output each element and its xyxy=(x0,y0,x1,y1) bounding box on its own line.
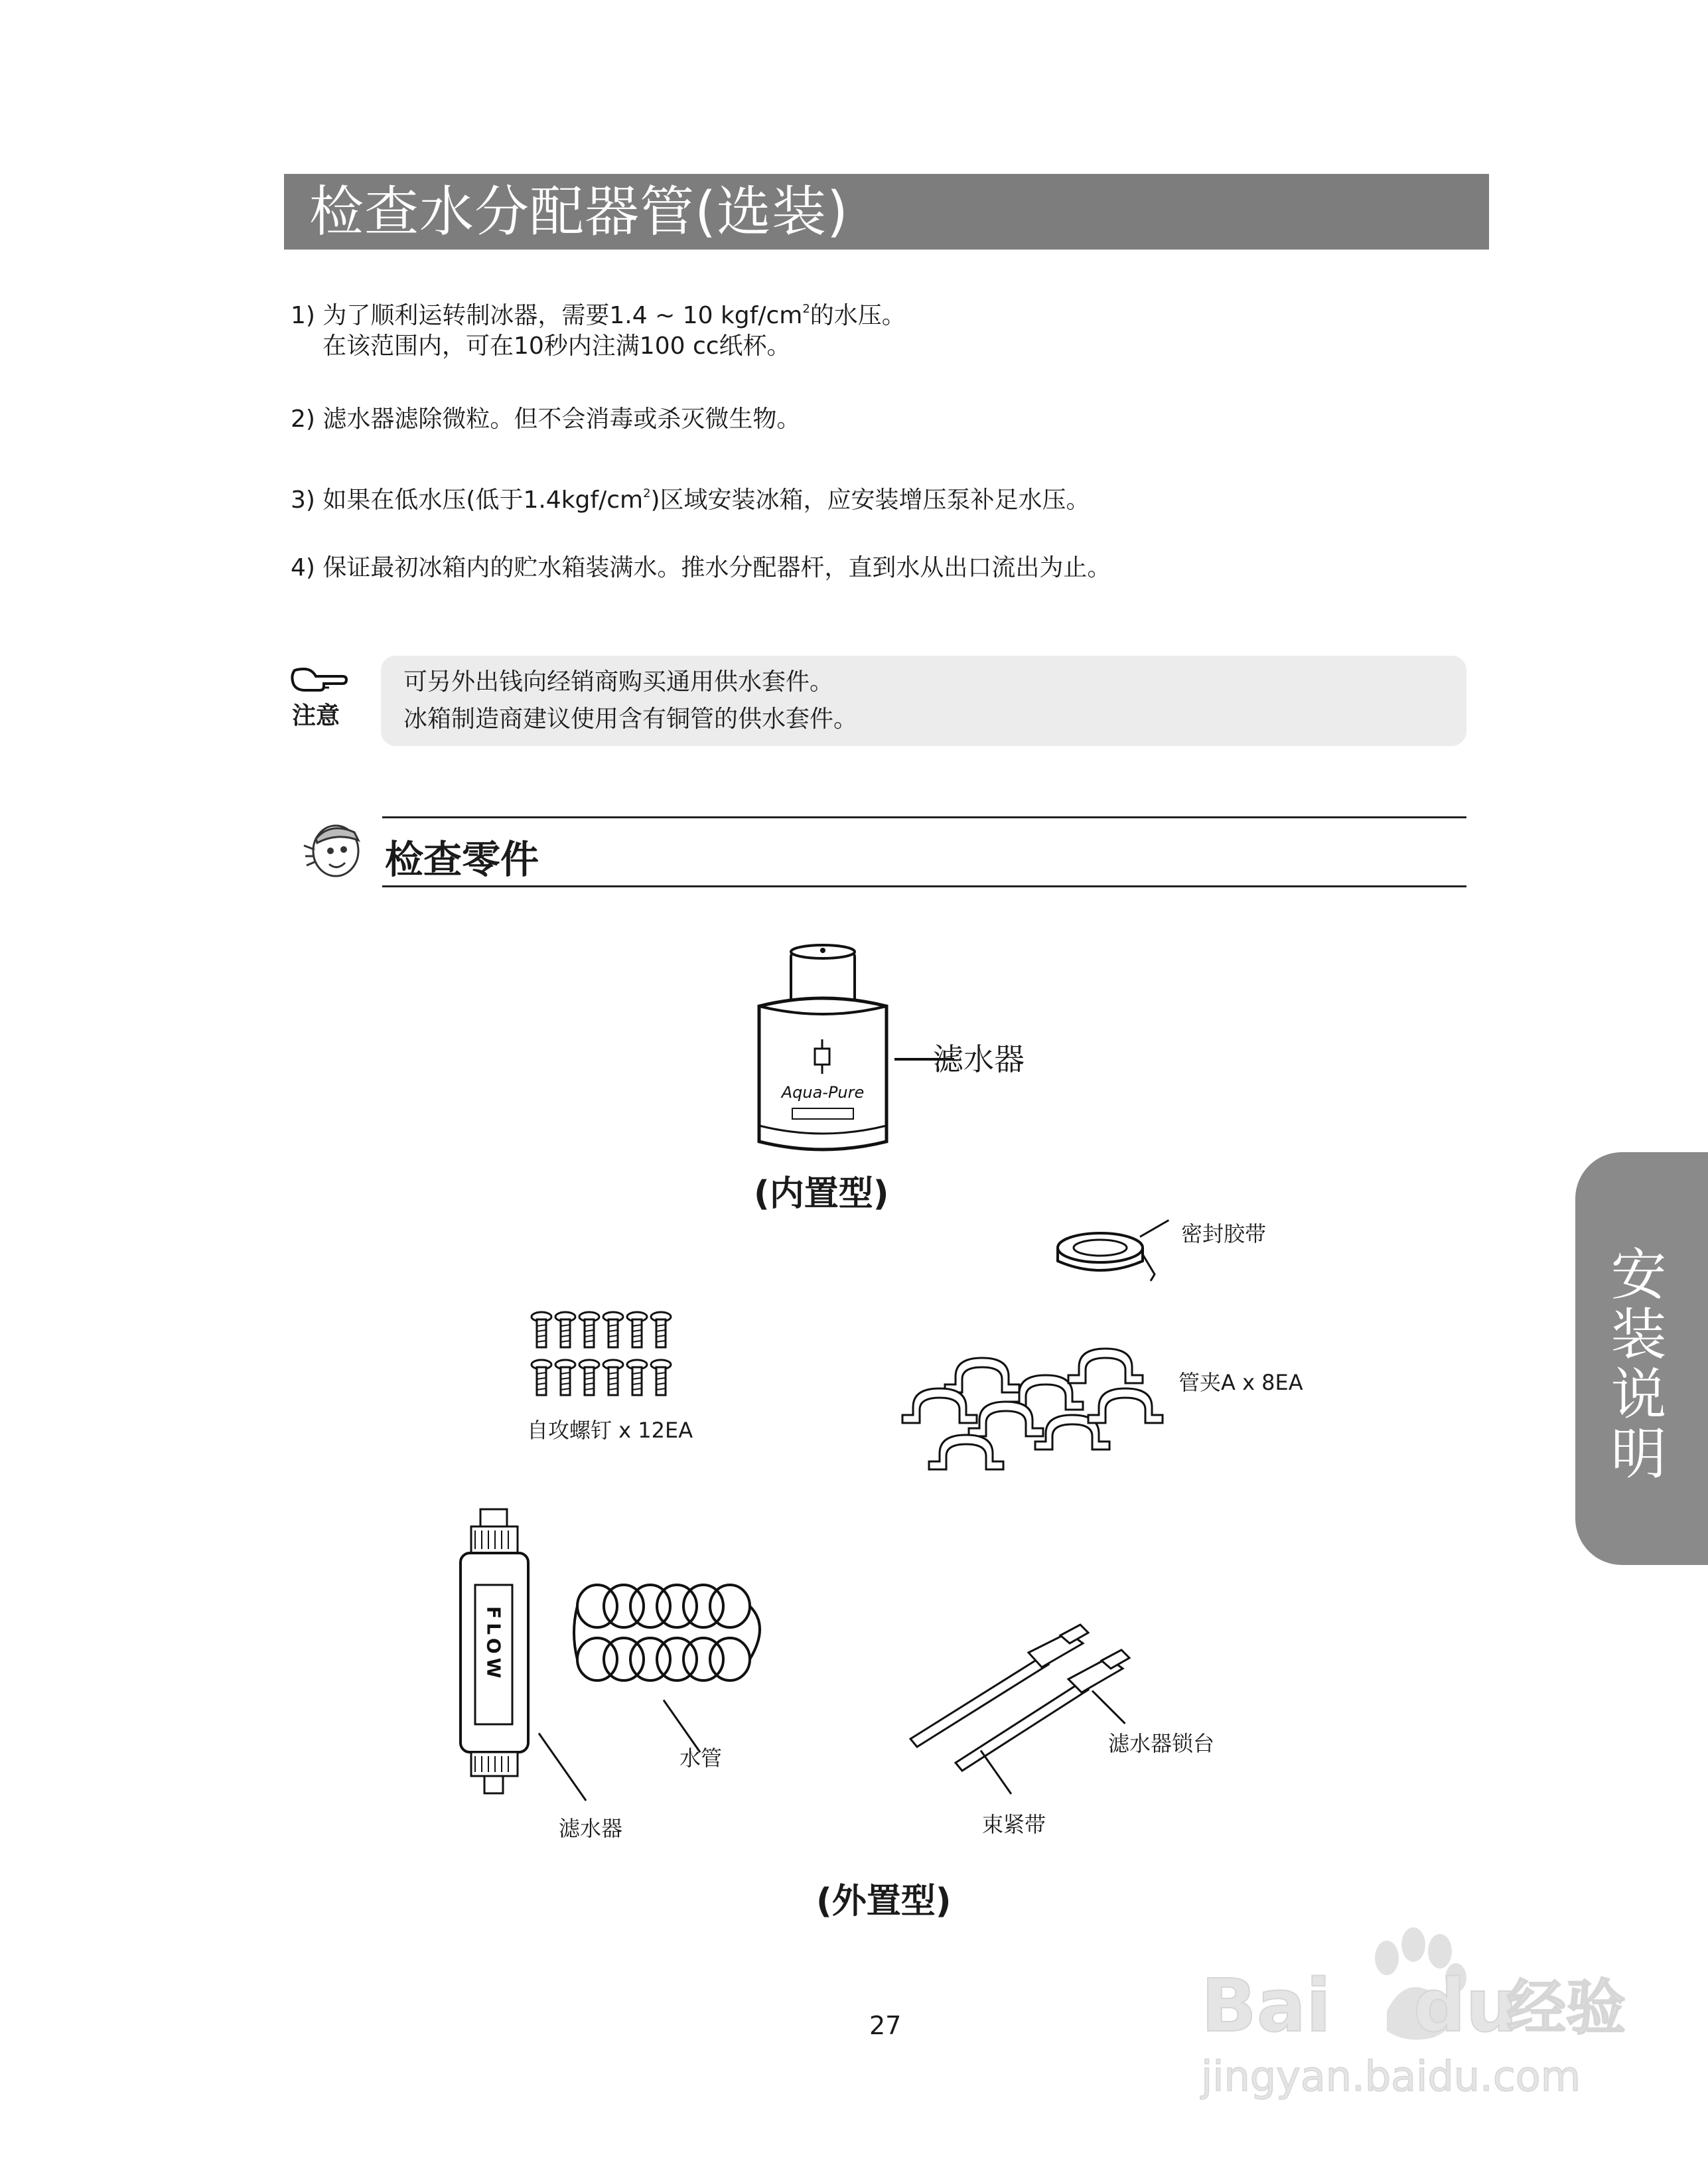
note-line-1: 可另外出钱向经销商购买通用供水套件。 xyxy=(403,668,834,696)
note-line-2: 冰箱制造商建议使用含有铜管的供水套件。 xyxy=(403,706,858,733)
watermark-brand-cn: 经验 xyxy=(1506,1973,1626,2043)
external-filter-illustration xyxy=(451,1507,537,1799)
internal-filter-illustration xyxy=(756,942,889,1155)
watermark-brand-left: Bai xyxy=(1201,1963,1331,2048)
sealing-tape-label: 密封胶带 xyxy=(1181,1221,1267,1246)
filter-lock-label: 滤水器锁台 xyxy=(1108,1731,1215,1756)
page-number: 27 xyxy=(869,2011,902,2040)
internal-caption: (内置型) xyxy=(754,1174,889,1214)
cable-tie-label: 束紧带 xyxy=(982,1812,1046,1837)
baidu-watermark xyxy=(1188,1911,1626,2111)
screw xyxy=(603,1312,623,1347)
external-filter-leader xyxy=(538,1733,587,1801)
screw xyxy=(579,1312,599,1347)
internal-filter-label: 滤水器 xyxy=(933,1041,1025,1077)
external-filter-label: 滤水器 xyxy=(559,1816,623,1841)
section-rule-bottom xyxy=(382,885,1466,887)
screws-illustration xyxy=(528,1309,687,1402)
screw xyxy=(651,1312,671,1347)
filter-brand: Aqua-Pure xyxy=(781,1083,865,1102)
screw xyxy=(555,1360,575,1395)
screw xyxy=(603,1360,623,1395)
water-tube-label: 水管 xyxy=(679,1746,723,1771)
flow-text: FLOW xyxy=(482,1606,505,1682)
screw xyxy=(627,1312,647,1347)
section-title: 检查零件 xyxy=(385,837,539,882)
note-label: 注意 xyxy=(292,702,340,729)
screw xyxy=(651,1360,671,1395)
screw xyxy=(579,1360,599,1395)
screw xyxy=(627,1360,647,1395)
side-tab-text: 安装说明 xyxy=(1602,1245,1667,1484)
mascot-icon xyxy=(297,812,370,885)
instruction-4: 4) 保证最初冰箱内的贮水箱装满水。推水分配器杆，直到水从出口流出为止。 xyxy=(291,554,1111,581)
instruction-2: 2) 滤水器滤除微粒。但不会消毒或杀灭微生物。 xyxy=(291,406,801,433)
page-title: 检查水分配器管(选装) xyxy=(309,181,849,244)
sealing-tape-illustration xyxy=(1054,1221,1160,1288)
instruction-1: 1) 为了顺利运转制冰器，需要1.4 ~ 10 kgf/$cm^2$的水压。 xyxy=(291,302,906,329)
external-caption: (外置型) xyxy=(816,1882,952,1921)
screw xyxy=(555,1312,575,1347)
screw xyxy=(532,1312,551,1347)
watermark-brand-right: du xyxy=(1413,1963,1518,2048)
instruction-1-line2: 在该范围内，可在10秒内注满100 cc纸杯。 xyxy=(322,333,791,360)
screw xyxy=(532,1360,551,1395)
water-tube-illustration xyxy=(571,1580,790,1699)
clamps-label: 管夹A x 8EA xyxy=(1178,1370,1303,1395)
section-rule-top xyxy=(382,816,1466,818)
screws-label: 自攻螺钉 x 12EA xyxy=(527,1418,693,1443)
instruction-3: 3) 如果在低水压(低于$1.4kgf/cm^2$)区域安装冰箱，应安装增压泵补足水压。 xyxy=(291,486,1090,514)
clamps-illustration xyxy=(900,1347,1152,1480)
watermark-url: jingyan.baidu.com xyxy=(1201,2052,1581,2101)
